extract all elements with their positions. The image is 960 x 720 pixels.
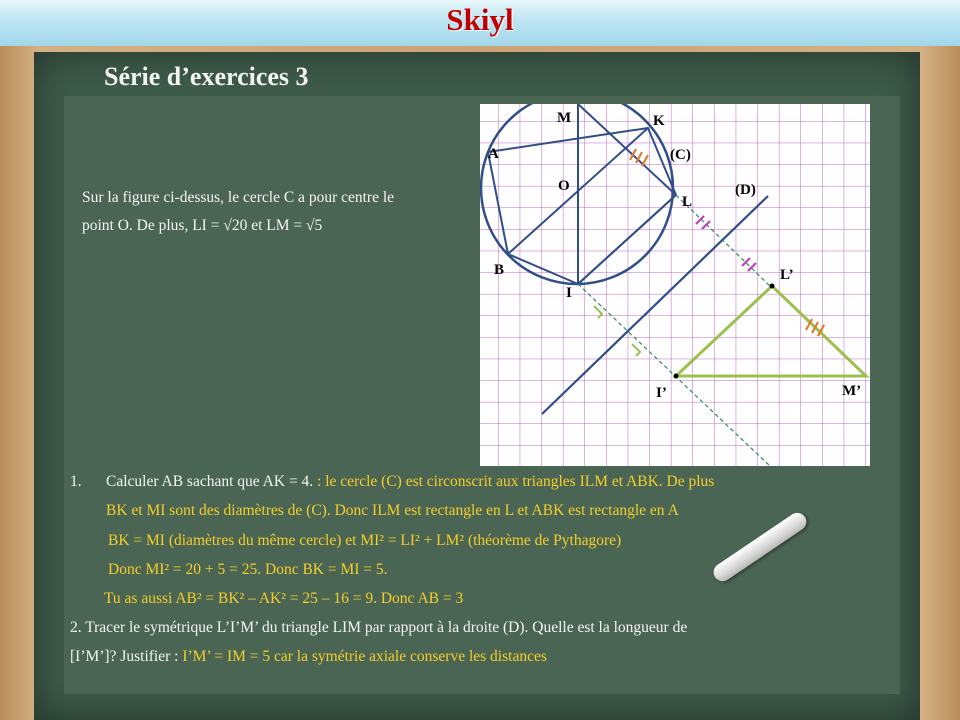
intro-text (82, 184, 474, 240)
brand-title: Skiyl (446, 2, 514, 37)
q1-question: Calculer AB sachant que AK = 4. (106, 473, 314, 490)
q1-line (106, 473, 714, 491)
label-l: L (682, 194, 693, 210)
label-i: I (566, 285, 572, 301)
point-i-prime (674, 374, 679, 379)
point-l-prime (770, 284, 775, 289)
q1-answer-c: BK = MI (diamètres du même cercle) et MI² = LI² + LM² (théorème de Pythagore) (108, 532, 622, 549)
geometry-figure (480, 104, 870, 466)
label-a: A (488, 146, 499, 162)
q1-answer-e: Tu as aussi AB² = BK² – AK² = 25 – 16 = 9. Donc AB = 3 (104, 590, 464, 607)
intro-line-2: point O. De plus, LI = √20 et LM = √5 (82, 217, 323, 234)
label-o: O (558, 178, 570, 194)
q1-answer-a: : le cercle (C) est circonscrit aux triangles ILM et ABK. De plus (317, 473, 715, 490)
label-l-prime: L’ (780, 267, 794, 283)
label-k: K (653, 113, 665, 129)
label-c: (C) (670, 147, 691, 163)
page-title: Série d’exercices 3 (104, 62, 309, 91)
label-m: M (557, 110, 572, 126)
label-b: B (494, 262, 505, 278)
q2-question: 2. Tracer le symétrique L’I’M’ du triangle LIM par rapport à la droite (D). Quelle est la longueur de (70, 619, 688, 636)
q2-answer: I’M’ = IM = 5 car la symétrie axiale conserve les distances (182, 648, 547, 665)
q1-answer-b: BK et MI sont des diamètres de (C). Donc ILM est rectangle en L et ABK est rectangle en A (106, 502, 679, 519)
q1-answer-d: Donc MI² = 20 + 5 = 25. Donc BK = MI = 5. (108, 561, 388, 578)
figure-svg (480, 104, 870, 466)
label-i-prime: I’ (656, 385, 667, 401)
q2-question-b: [I’M’]? Justifier : (70, 648, 183, 665)
q2-line (70, 648, 547, 666)
label-d: (D) (735, 182, 756, 198)
q1-number: 1. (70, 473, 82, 490)
label-m-prime: M’ (842, 383, 862, 399)
intro-line-1: Sur la figure ci-dessus, le cercle C a pour centre le (82, 189, 395, 206)
